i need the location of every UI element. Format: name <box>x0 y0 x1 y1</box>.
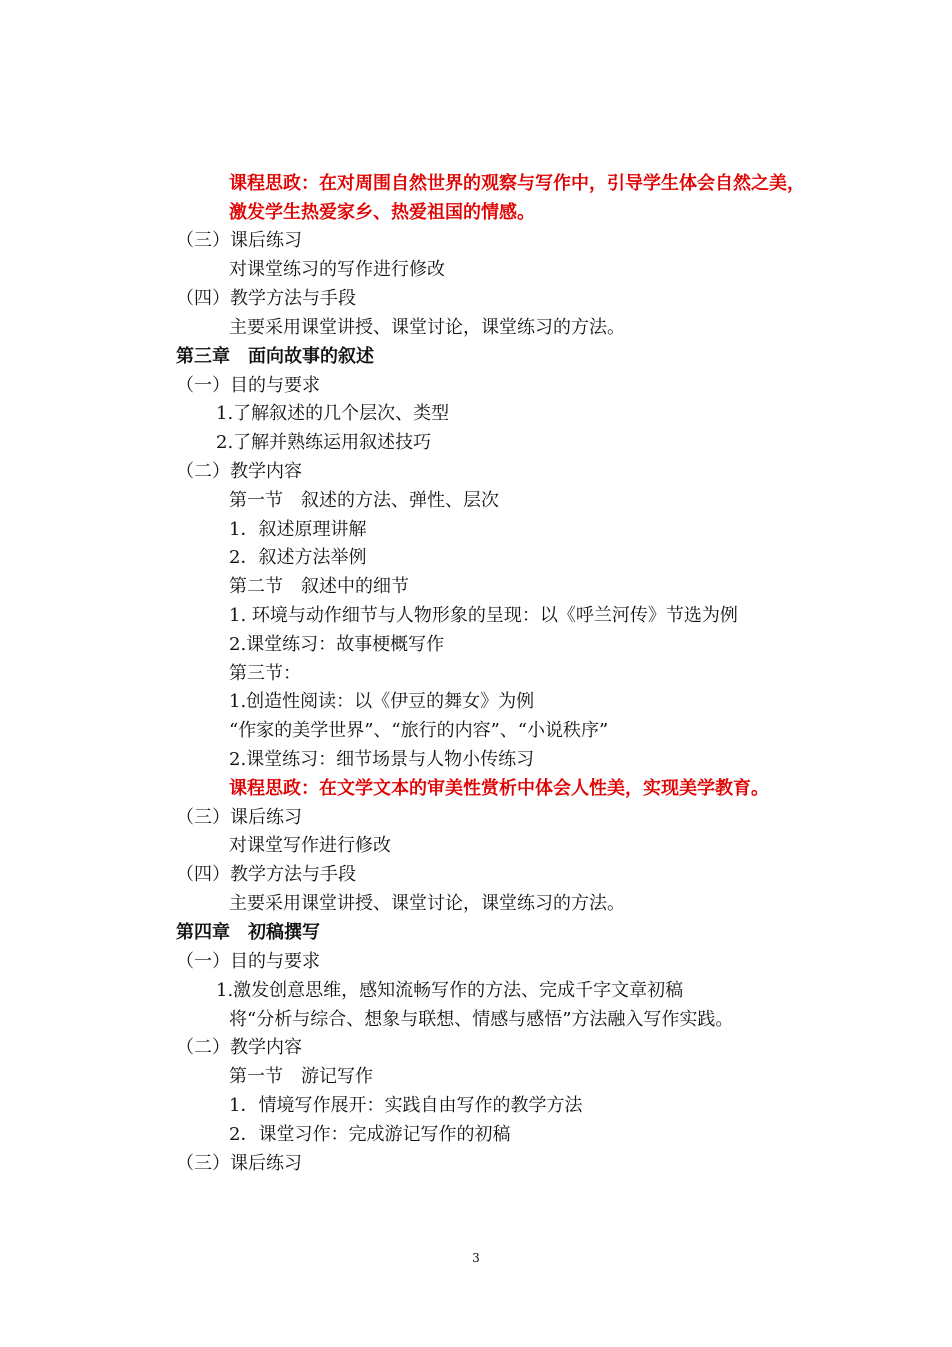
ideology-note-line: 课程思政：在对周围自然世界的观察与写作中，引导学生体会自然之美， <box>229 173 805 194</box>
section-heading: （四）教学方法与手段 <box>176 864 356 885</box>
subsection-title: 第一节 叙述的方法、弹性、层次 <box>229 490 499 511</box>
chapter-title: 第四章 初稿撰写 <box>176 922 320 943</box>
section-heading: （二）教学内容 <box>176 461 302 482</box>
body-text: “作家的美学世界”、“旅行的内容”、“小说秩序” <box>229 720 609 741</box>
section-heading: （四）教学方法与手段 <box>176 288 356 309</box>
subsection-title: 第三节： <box>229 663 301 684</box>
section-heading: （一）目的与要求 <box>176 951 320 972</box>
body-text: 主要采用课堂讲授、课堂讨论，课堂练习的方法。 <box>229 317 625 338</box>
subsection-title: 第一节 游记写作 <box>229 1066 373 1087</box>
body-text: 对课堂练习的写作进行修改 <box>229 259 445 280</box>
subsection-title: 第二节 叙述中的细节 <box>229 576 409 597</box>
list-item: 2.课堂练习：细节场景与人物小传练习 <box>229 749 535 770</box>
list-item: 1.激发创意思维，感知流畅写作的方法、完成千字文章初稿 <box>216 980 684 1001</box>
body-text: 将“分析与综合、想象与联想、情感与感悟”方法融入写作实践。 <box>229 1009 734 1030</box>
section-heading: （三）课后练习 <box>176 1153 302 1174</box>
chapter-title: 第三章 面向故事的叙述 <box>176 346 374 367</box>
section-heading: （二）教学内容 <box>176 1037 302 1058</box>
page-number: 3 <box>472 1251 480 1265</box>
list-item: 1．叙述原理讲解 <box>229 519 367 540</box>
list-item: 2．课堂习作：完成游记写作的初稿 <box>229 1124 511 1145</box>
list-item: 2.了解并熟练运用叙述技巧 <box>216 432 432 453</box>
section-heading: （三）课后练习 <box>176 807 302 828</box>
list-item: 1.了解叙述的几个层次、类型 <box>216 403 450 424</box>
list-item: 2．叙述方法举例 <box>229 547 367 568</box>
list-item: 1.创造性阅读：以《伊豆的舞女》为例 <box>229 691 535 712</box>
ideology-note-line: 激发学生热爱家乡、热爱祖国的情感。 <box>229 202 535 223</box>
list-item: 2.课堂练习：故事梗概写作 <box>229 634 445 655</box>
body-text: 主要采用课堂讲授、课堂讨论，课堂练习的方法。 <box>229 893 625 914</box>
body-text: 对课堂写作进行修改 <box>229 835 391 856</box>
section-heading: （三）课后练习 <box>176 230 302 251</box>
ideology-note-line: 课程思政：在文学文本的审美性赏析中体会人性美，实现美学教育。 <box>229 778 769 799</box>
list-item: 1. 环境与动作细节与人物形象的呈现：以《呼兰河传》节选为例 <box>229 605 738 626</box>
list-item: 1．情境写作展开：实践自由写作的教学方法 <box>229 1095 583 1116</box>
section-heading: （一）目的与要求 <box>176 375 320 396</box>
